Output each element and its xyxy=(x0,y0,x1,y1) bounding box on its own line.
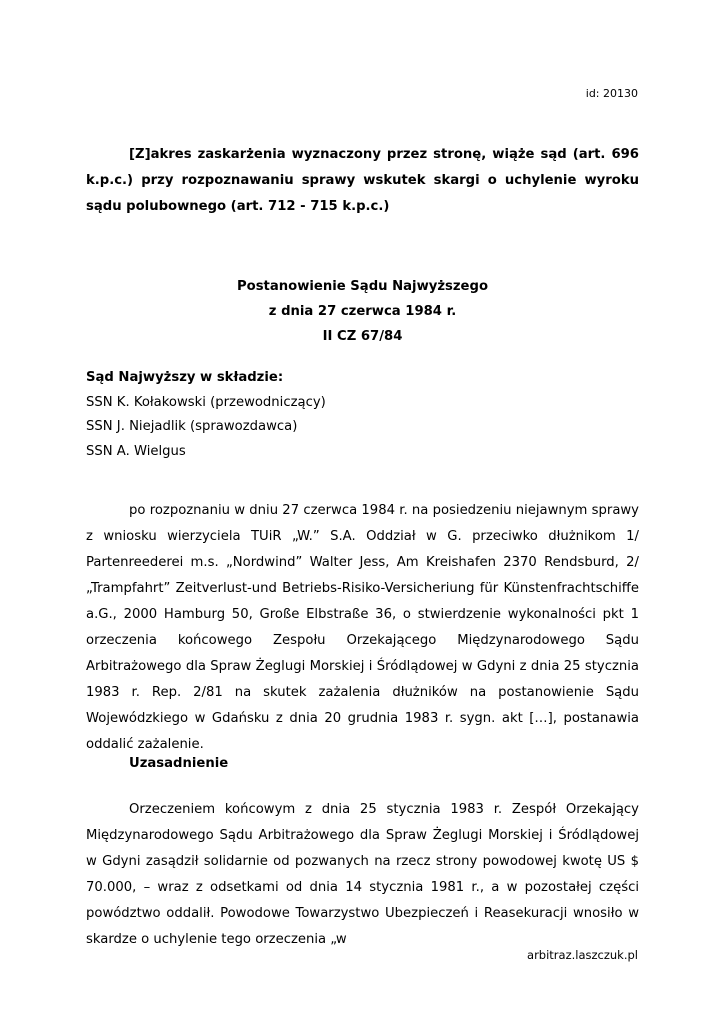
decision-heading xyxy=(86,274,639,349)
thesis-paragraph: [Z]akres zaskarżenia wyznaczony przez stronę, wiąże sąd (art. 696 k.p.c.) przy rozpoznawaniu sprawy wskutek skargi o uchylenie wyroku sądu polubownego (art. 712 - 715 k.p.c.) xyxy=(86,147,639,214)
composition-title: Sąd Najwyższy w składzie: xyxy=(86,370,284,385)
case-number: II CZ 67/84 xyxy=(322,329,403,344)
court-composition xyxy=(86,366,639,464)
reasoning-paragraph: Orzeczeniem końcowym z dnia 25 stycznia 1983 r. Zespół Orzekający Międzynarodowego Sądu Arbitrażowego dla Spraw Żeglugi Morskiej i Śródlądowej w Gdyni zasądził solidarnie od pozwanych na rzecz strony powodowej kwotę US $ 70.000, – wraz z odsetkami od dnia 14 stycznia 1981 r., a w pozostałej części powództwo oddalił. Powodowe Towarzystwo Ubezpieczeń i Reasekuracji wnosiło w skardze o uchylenie tego orzeczenia „w xyxy=(86,802,639,947)
reasoning-heading: Uzasadnienie xyxy=(129,756,229,771)
decision-date: z dnia 27 czerwca 1984 r. xyxy=(268,304,457,319)
document-id: id: 20130 xyxy=(585,87,638,100)
composition-member: SSN J. Niejadlik (sprawozdawca) xyxy=(86,419,298,434)
ruling-paragraph: po rozpoznaniu w dniu 27 czerwca 1984 r. na posiedzeniu niejawnym sprawy z wniosku wierzyciela TUiR „W.” S.A. Oddział w G. przeciwko dłużnikom 1/ Partenreederei m.s. „Nordwind” Walter Jess, Am Kreishafen 2370 Rendsburd, 2/ „Trampfahrt” Zeitverlust-und Betriebs-Risiko-Versicheriung für Künstenfrachtschiffe a.G., 2000 Hamburg 50, Große Elbstraße 36, o stwierdzenie wykonalności pkt 1 orzeczenia końcowego Zespołu Orzekającego Międzynarodowego Sądu Arbitrażowego dla Spraw Żeglugi Morskiej i Śródlądowej w Gdyni z dnia 25 stycznia 1983 r. Rep. 2/81 na skutek zażalenia dłużników na postanowienie Sądu Wojewódzkiego w Gdańsku z dnia 20 grudnia 1983 r. sygn. akt […], postanawia oddalić zażalenie. xyxy=(86,503,639,752)
footer-source: arbitraz.laszczuk.pl xyxy=(527,948,638,962)
composition-member: SSN A. Wielgus xyxy=(86,443,186,459)
composition-member: SSN K. Kołakowski (przewodniczący) xyxy=(86,394,326,410)
decision-title: Postanowienie Sądu Najwyższego xyxy=(236,279,488,294)
